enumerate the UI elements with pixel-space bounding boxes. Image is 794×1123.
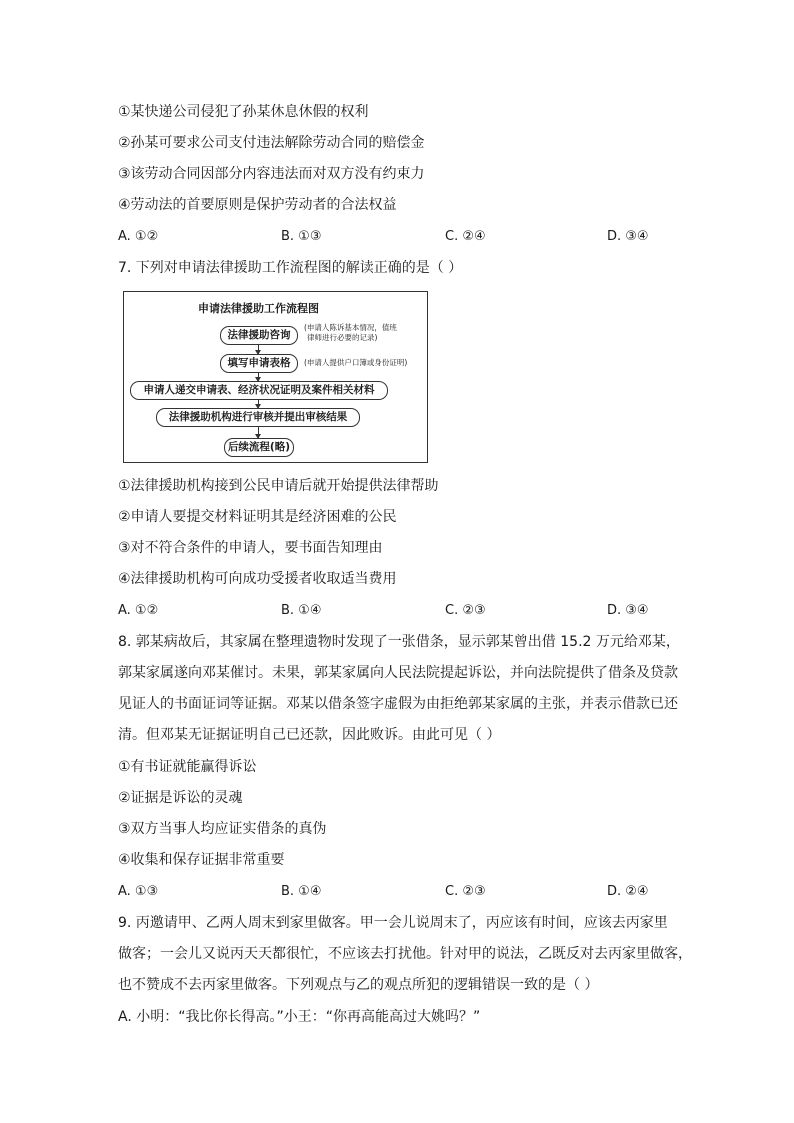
q8-statement-2: ②证据是诉讼的灵魂 xyxy=(118,790,243,806)
flow-step-review: 法律援助机构进行审核并提出审核结果 xyxy=(156,408,360,427)
flow-arrow-4 xyxy=(258,427,259,438)
q6-statement-3: ③该劳动合同因部分内容违法而对双方没有约束力 xyxy=(118,166,425,182)
flow-note-form: (申请人提供户口簿或身份证明) xyxy=(304,358,408,367)
q8-stem-line-4: 清。但邓某无证据证明自己已还款，因此败诉。由此可见（ ） xyxy=(118,727,501,743)
q6-option-a[interactable]: A. ①② xyxy=(118,229,159,244)
legal-aid-flowchart xyxy=(123,291,428,463)
flow-note-consult-1: (申请人陈诉基本情况，值班 xyxy=(304,323,397,332)
flow-step-submit: 申请人递交申请表、经济状况证明及案件相关材料 xyxy=(130,381,388,400)
q6-option-c[interactable]: C. ②④ xyxy=(445,229,486,244)
q6-option-b[interactable]: B. ①③ xyxy=(281,229,322,244)
q8-statement-3: ③双方当事人均应证实借条的真伪 xyxy=(118,821,327,837)
q9-option-a[interactable]: A. 小明：“我比你长得高。”小王：“你再高能高过大姚吗？” xyxy=(118,1009,481,1025)
q7-option-b[interactable]: B. ①④ xyxy=(281,603,322,618)
q7-options xyxy=(118,601,678,621)
q6-statement-4: ④劳动法的首要原则是保护劳动者的合法权益 xyxy=(118,197,397,213)
q8-option-b[interactable]: B. ①④ xyxy=(281,884,322,899)
q8-statement-4: ④收集和保存证据非常重要 xyxy=(118,852,285,868)
q8-option-d[interactable]: D. ②④ xyxy=(607,884,649,899)
q8-option-c[interactable]: C. ②③ xyxy=(445,884,486,899)
flow-note-consult-2: 律师进行必要的记录) xyxy=(307,333,378,342)
flow-step-form: 填写申请表格 xyxy=(220,354,298,373)
flow-step-followup: 后续流程(略) xyxy=(224,438,294,457)
q8-stem-line-3: 见证人的书面证词等证据。邓某以借条签字虚假为由拒绝郭某家属的主张，并表示借款已还 xyxy=(118,696,678,712)
q7-stem: 7. 下列对申请法律援助工作流程图的解读正确的是（ ） xyxy=(118,260,463,276)
q8-stem-line-1: 8. 郭某病故后，其家属在整理遗物时发现了一张借条，显示郭某曾出借 15.2 万元给邓某， xyxy=(118,634,680,650)
q9-stem-line-3: 也不赞成不去丙家里做客。下列观点与乙的观点所犯的逻辑错误一致的是（ ） xyxy=(118,977,599,993)
q6-statement-2: ②孙某可要求公司支付违法解除劳动合同的赔偿金 xyxy=(118,135,425,151)
q7-statement-2: ②申请人要提交材料证明其是经济困难的公民 xyxy=(118,509,397,525)
flow-step-consult: 法律援助咨询 xyxy=(220,326,298,345)
q8-stem-line-2: 郭某家属遂向邓某催讨。未果，郭某家属向人民法院提起诉讼，并向法院提供了借条及贷款 xyxy=(118,665,678,681)
q6-options xyxy=(118,227,678,247)
q7-statement-3: ③对不符合条件的申请人，要书面告知理由 xyxy=(118,540,383,556)
flow-arrow-3 xyxy=(258,400,259,408)
q6-statement-1: ①某快递公司侵犯了孙某休息休假的权利 xyxy=(118,104,369,120)
q8-options xyxy=(118,882,678,902)
q6-option-d[interactable]: D. ③④ xyxy=(607,229,649,244)
q8-statement-1: ①有书证就能赢得诉讼 xyxy=(118,759,257,775)
q7-statement-1: ①法律援助机构接到公民申请后就开始提供法律帮助 xyxy=(118,478,439,494)
flow-arrow-2 xyxy=(258,373,259,381)
q7-option-a[interactable]: A. ①② xyxy=(118,603,159,618)
q9-stem-line-2: 做客；一会儿又说丙天天都很忙，不应该去打扰他。针对甲的说法，乙既反对去丙家里做客， xyxy=(118,946,692,962)
flow-arrow-1 xyxy=(258,345,259,354)
q7-option-c[interactable]: C. ②③ xyxy=(445,603,486,618)
q9-stem-line-1: 9. 丙邀请甲、乙两人周末到家里做客。甲一会儿说周末了，丙应该有时间，应该去丙家里 xyxy=(118,915,668,931)
flowchart-title: 申请法律援助工作流程图 xyxy=(198,302,319,315)
q7-option-d[interactable]: D. ③④ xyxy=(607,603,649,618)
q8-option-a[interactable]: A. ①③ xyxy=(118,884,159,899)
q7-statement-4: ④法律援助机构可向成功受援者收取适当费用 xyxy=(118,571,397,587)
